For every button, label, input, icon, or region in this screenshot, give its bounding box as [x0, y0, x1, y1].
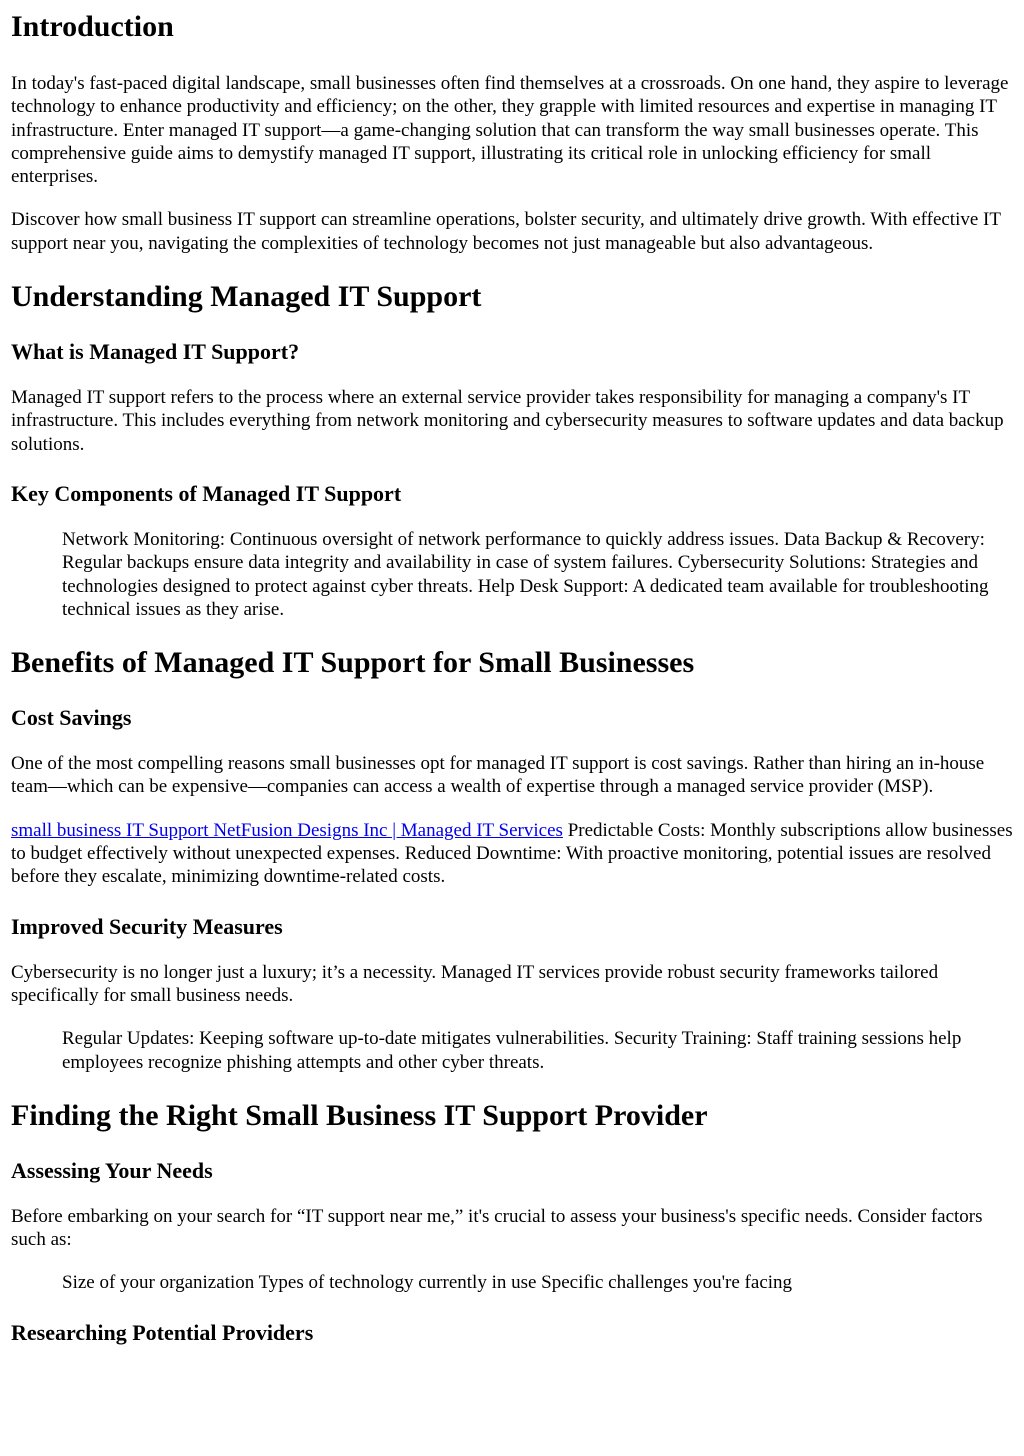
assessing-needs-heading: Assessing Your Needs	[11, 1157, 213, 1183]
introduction-heading: Introduction	[11, 10, 174, 43]
key-components-list: Network Monitoring: Continuous oversight of network performance to quickly address issues. Data Backup & Recovery: Regular backups ensure data integrity and availability in case of system failures. Cybersecurity Solutions: Strategies and technologies designed to protect against cyber threats. Help Desk Support: A dedicated team available for troubleshooting technical issues as they arise.	[62, 528, 989, 620]
introduction-paragraph: In today's fast-paced digital landscape, small businesses often find themselves at a crossroads. On one hand, they aspire to leverage technology to enhance productivity and efficiency; on the other, they grapple with limited resources and expertise in managing IT infrastructure. Enter managed IT support—a game-changing solution that can transform the way small businesses operate. This comprehensive guide aims to demystify managed IT support, illustrating its critical role in unlocking efficiency for small enterprises.	[11, 73, 1009, 188]
assessing-factors-list: Size of your organization Types of technology currently in use Specific challenges you're facing	[62, 1272, 793, 1294]
cost-savings-heading: Cost Savings	[11, 705, 132, 731]
assessing-needs-paragraph: Before embarking on your search for “IT support near me,” it's crucial to assess your business's specific needs. Consider factors such as:	[11, 1205, 983, 1251]
security-list: Regular Updates: Keeping software up-to-date mitigates vulnerabilities. Security Training: Staff training sessions help employees recognize phishing attempts and other cyber threats.	[62, 1028, 962, 1073]
what-is-paragraph: Managed IT support refers to the process where an external service provider takes responsibility for managing a company's IT infrastructure. This includes everything from network monitoring and cybersecurity measures to software updates and data backup solutions.	[11, 387, 1004, 455]
what-is-heading: What is Managed IT Support?	[11, 339, 300, 365]
introduction-paragraph: Discover how small business IT support can streamline operations, bolster security, and ultimately drive growth. With effective IT support near you, navigating the complexities of technology becomes not just manageable but also advantageous.	[11, 209, 1001, 254]
finding-provider-heading: Finding the Right Small Business IT Support Provider	[11, 1098, 708, 1132]
security-heading: Improved Security Measures	[11, 913, 283, 939]
cost-savings-paragraph: One of the most compelling reasons small businesses opt for managed IT support is cost savings. Rather than hiring an in-house team—which can be expensive—companies can access a wealth of expertise through a managed service provider (MSP).	[11, 753, 985, 798]
understanding-heading: Understanding Managed IT Support	[11, 280, 482, 314]
benefits-heading: Benefits of Managed IT Support for Small Businesses	[11, 646, 695, 680]
article	[0, 10, 1024, 1346]
cost-savings-details	[11, 819, 1014, 889]
cost-savings-details-text: Predictable Costs: Monthly subscriptions allow businesses to budget effectively without unexpected expenses. Reduced Downtime: With proactive monitoring, potential issues are resolved before they escalate, minimizing downtime-related costs.	[11, 819, 1013, 888]
managed-it-services-link[interactable]: small business IT Support NetFusion Designs Inc | Managed IT Services	[11, 819, 563, 841]
security-paragraph: Cybersecurity is no longer just a luxury; it’s a necessity. Managed IT services provide robust security frameworks tailored specifically for small business needs.	[11, 961, 939, 1006]
researching-providers-heading: Researching Potential Providers	[11, 1319, 314, 1345]
key-components-heading: Key Components of Managed IT Support	[11, 480, 402, 506]
